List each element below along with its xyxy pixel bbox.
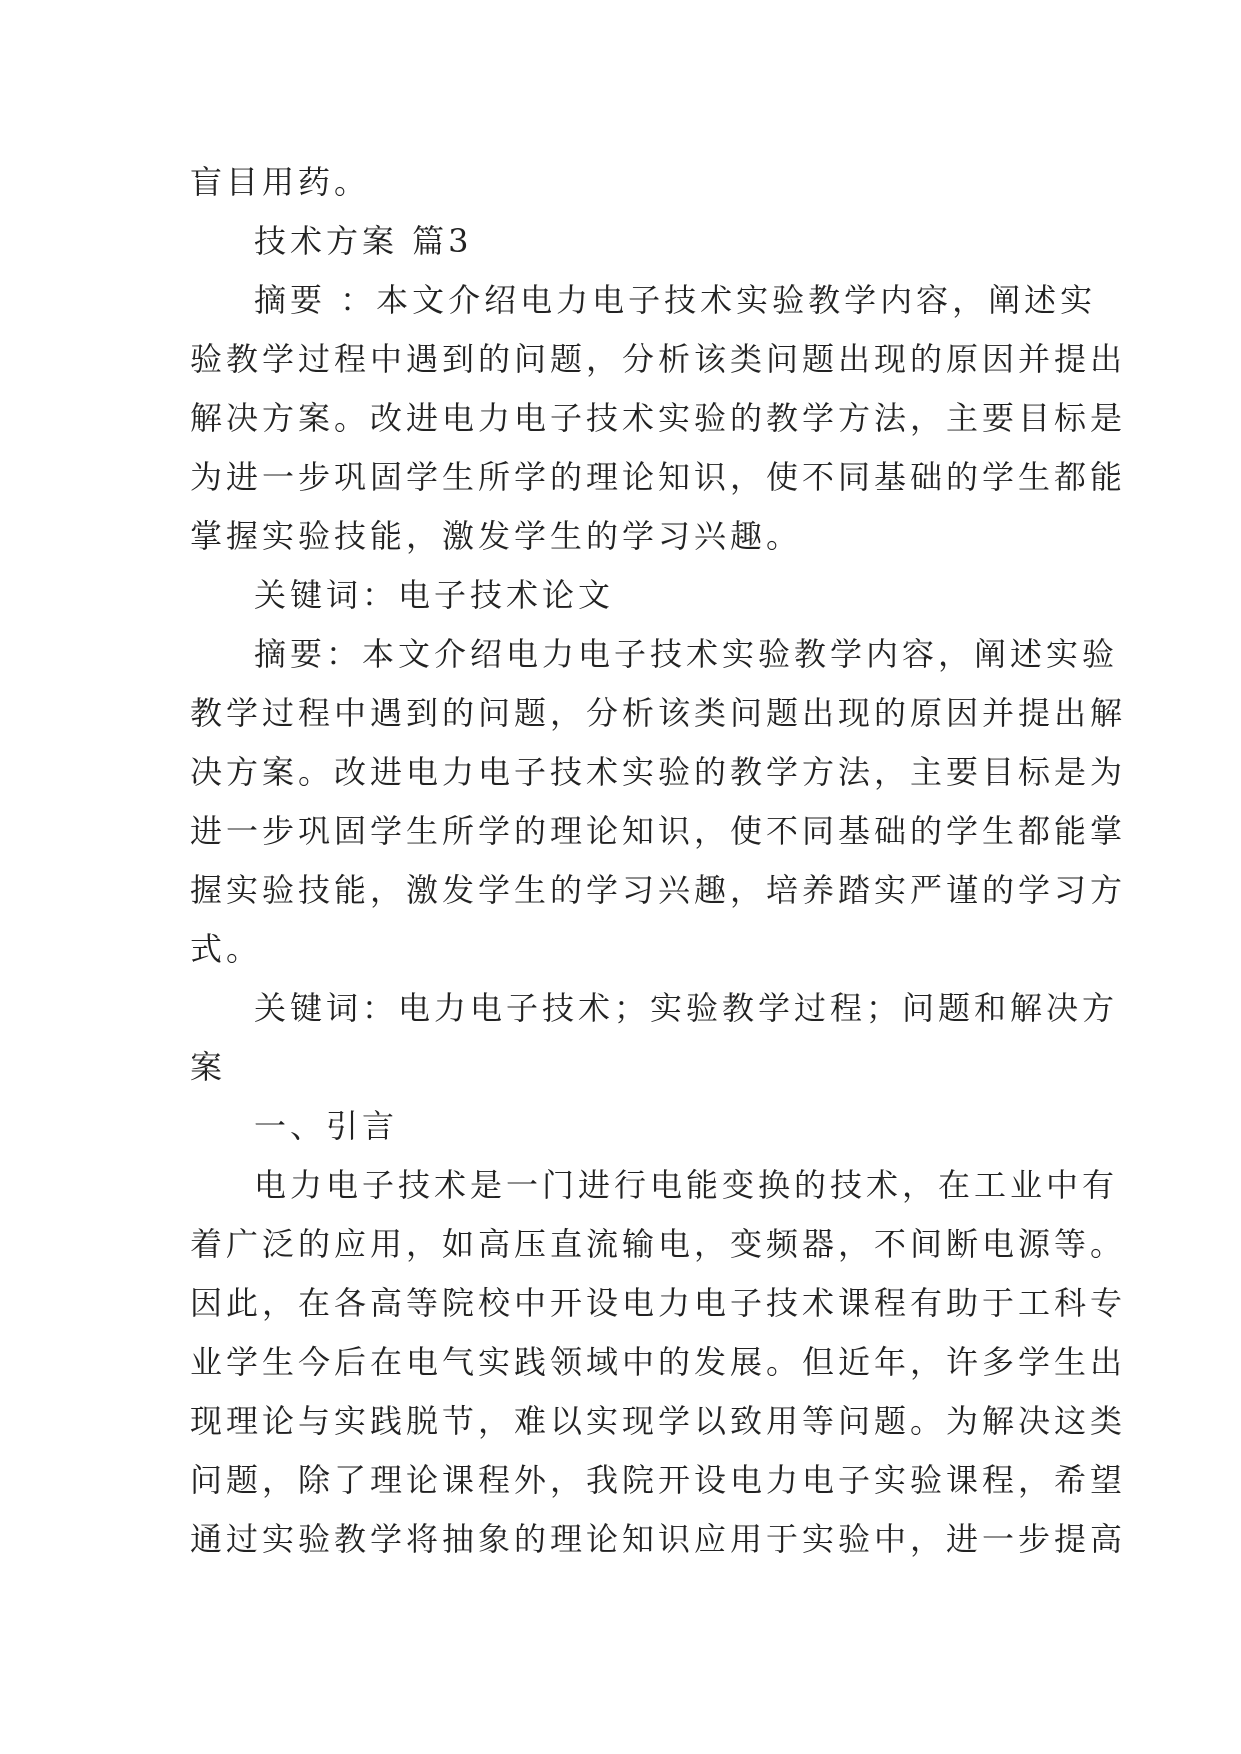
text-line: 问题，除了理论课程外，我院开设电力电子实验课程，希望 <box>190 1461 1127 1499</box>
text-line: 业学生今后在电气实践领域中的发展。但近年，许多学生出 <box>190 1343 1127 1381</box>
text-line: 决方案。改进电力电子技术实验的教学方法，主要目标是为 <box>190 753 1127 791</box>
text-line: 教学过程中遇到的问题，分析该类问题出现的原因并提出解 <box>190 694 1127 732</box>
text-line: 摘要 ：本文介绍电力电子技术实验教学内容，阐述实 <box>254 281 1097 319</box>
text-line: 现理论与实践脱节，难以实现学以致用等问题。为解决这类 <box>190 1402 1127 1440</box>
text-line: 为进一步巩固学生所学的理论知识，使不同基础的学生都能 <box>190 458 1127 496</box>
text-line: 掌握实验技能，激发学生的学习兴趣。 <box>190 517 803 555</box>
text-line: 解决方案。改进电力电子技术实验的教学方法，主要目标是 <box>190 399 1127 437</box>
text-line: 通过实验教学将抽象的理论知识应用于实验中，进一步提高 <box>190 1520 1127 1558</box>
text-line: 握实验技能，激发学生的学习兴趣，培养踏实严谨的学习方 <box>190 871 1127 909</box>
text-line: 验教学过程中遇到的问题，分析该类问题出现的原因并提出 <box>190 340 1127 378</box>
text-line: 电力电子技术是一门进行电能变换的技术，在工业中有 <box>254 1166 1119 1204</box>
text-line: 案 <box>190 1048 227 1086</box>
text-line: 式。 <box>190 930 263 968</box>
text-line: 着广泛的应用，如高压直流输电，变频器，不间断电源等。 <box>190 1225 1127 1263</box>
section-heading: 技术方案 篇3 <box>254 222 473 260</box>
section-heading: 一、引言 <box>254 1107 399 1145</box>
text-line: 关键词：电力电子技术；实验教学过程；问题和解决方 <box>254 989 1119 1027</box>
text-line: 进一步巩固学生所学的理论知识，使不同基础的学生都能掌 <box>190 812 1127 850</box>
text-line: 盲目用药。 <box>190 163 371 201</box>
text-line: 摘要：本文介绍电力电子技术实验教学内容，阐述实验 <box>254 635 1119 673</box>
text-line: 关键词：电子技术论文 <box>254 576 615 614</box>
text-line: 因此，在各高等院校中开设电力电子技术课程有助于工科专 <box>190 1284 1127 1322</box>
